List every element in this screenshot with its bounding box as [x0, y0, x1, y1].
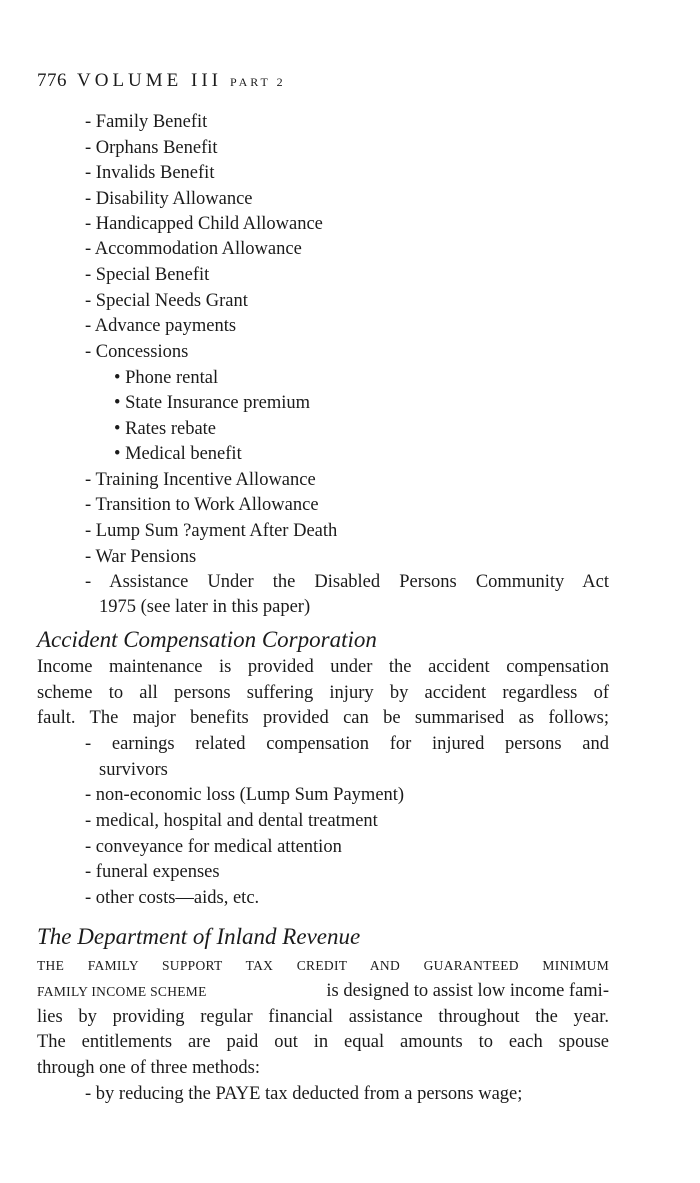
acc-list-item: - medical, hospital and dental treatment	[85, 811, 378, 831]
acc-para-line: Income maintenance is provided under the accident compensation	[37, 657, 609, 677]
concession-item: • State Insurance premium	[114, 393, 311, 413]
acc-list-item: - non-economic loss (Lump Sum Payment)	[85, 785, 405, 805]
list-item: - Invalids Benefit	[85, 163, 215, 183]
list-item: - Special Benefit	[85, 265, 210, 285]
list-item: - Training Incentive Allowance	[85, 470, 316, 490]
concession-item: • Rates rebate	[114, 419, 217, 439]
concession-item: • Medical benefit	[114, 444, 242, 464]
ird-para-line: The entitlements are paid out in equal amounts to each spouse	[37, 1032, 609, 1052]
list-item: - Family Benefit	[85, 112, 208, 132]
acc-list-item: - other costs—aids, etc.	[85, 888, 260, 908]
part-label: PART 2	[230, 75, 286, 89]
list-item: - Disability Allowance	[85, 189, 253, 209]
list-item: - Handicapped Child Allowance	[85, 214, 323, 234]
concession-item: • Phone rental	[114, 368, 219, 388]
assistance-line-2: 1975 (see later in this paper)	[99, 597, 311, 617]
list-item: - Special Needs Grant	[85, 291, 248, 311]
section-heading-ird: The Department of Inland Revenue	[37, 924, 361, 949]
list-item: - Advance payments	[85, 316, 237, 336]
ird-para-line: lies by providing regular financial assistance throughout the year.	[37, 1007, 609, 1027]
list-item: - Orphans Benefit	[85, 138, 218, 158]
ird-list-item: - by reducing the PAYE tax deducted from a persons wage;	[85, 1084, 523, 1104]
list-item	[85, 570, 609, 594]
acc-para-line: fault. The major benefits provided can be summarised as follows;	[37, 708, 609, 728]
list-item: - Lump Sum ?ayment After Death	[85, 521, 338, 541]
list-item: - Concessions	[85, 342, 189, 362]
acc-list-item: - conveyance for medical attention	[85, 837, 342, 857]
acc-list-item-cont: survivors	[99, 760, 168, 780]
acc-para-line: scheme to all persons suffering injury by accident regardless of	[37, 683, 609, 703]
page-number: 776	[37, 70, 67, 91]
assistance-line-1: - Assistance Under the Disabled Persons Community Act	[85, 572, 609, 592]
acc-list-item: - funeral expenses	[85, 862, 220, 882]
ird-line-2: FAMILY INCOME SCHEME is designed to assist low income fami-	[37, 981, 609, 1001]
list-item: - Accommodation Allowance	[85, 239, 302, 259]
acc-list-item: - earnings related compensation for injured persons and	[85, 734, 609, 754]
list-item: - Transition to Work Allowance	[85, 495, 319, 515]
ird-smallcaps-line: THE FAMILY SUPPORT TAX CREDIT AND GUARANTEED MINIMUM	[37, 958, 609, 973]
running-header	[37, 70, 286, 92]
list-item: - War Pensions	[85, 547, 197, 567]
section-heading-acc: Accident Compensation Corporation	[37, 627, 377, 652]
volume-label: VOLUME III	[77, 70, 223, 91]
ird-para-line: through one of three methods:	[37, 1058, 260, 1078]
